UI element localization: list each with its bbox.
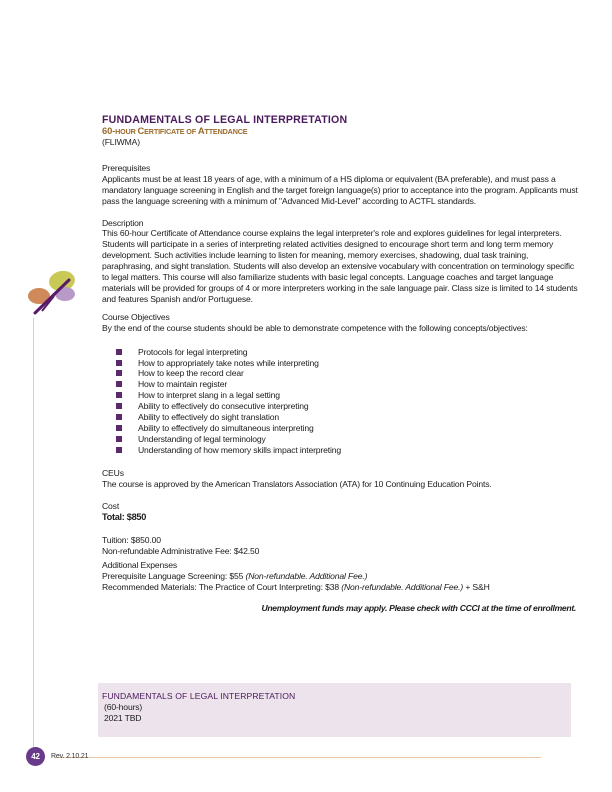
- materials-line: [102, 582, 580, 593]
- list-item: [102, 434, 580, 445]
- square-bullet-icon: [116, 370, 122, 376]
- prerequisites-heading: Prerequisites: [102, 162, 151, 173]
- objective-text: How to keep the record clear: [138, 368, 244, 379]
- square-bullet-icon: [116, 381, 122, 387]
- objectives-intro: By the end of the course students should be able to demonstrate competence with the following concepts/objectives:: [102, 322, 528, 333]
- course-subtitle: [102, 126, 580, 137]
- subtitle-part: C: [137, 125, 145, 136]
- cost-heading: Cost: [102, 501, 120, 512]
- list-item: [102, 401, 580, 412]
- objective-text: How to appropriately take notes while interpreting: [138, 357, 319, 368]
- course-title: FUNDAMENTALS OF LEGAL INTERPRETATION: [102, 114, 348, 126]
- description-text: This 60-hour Certificate of Attendance course explains the legal interpreter's role and explores guidelines for legal interpreters. Students will participate in a series of interpreting related activities designed to encourage short term and long term memory development. Such activities include learning to listen for meaning, memory exercises, shadowing, dual task training, paraphrasing, and sight translation. Students will also develop an extensive vocabulary with concentration on terminology specific to legal matters. This course will also familiarize students with basic legal concepts. Language coaches and target language materials will be provided for groups of 4 or more interpreters working in the sale language pair. Class size is limited to 14 students and features Spanish and/or Portuguese.: [102, 228, 578, 304]
- cost-total: Total: $850: [102, 512, 147, 523]
- objectives-heading: Course Objectives: [102, 311, 170, 322]
- bottom-rule: [55, 757, 541, 758]
- left-rule: [33, 318, 34, 754]
- revision-label: Rev. 2.10.21: [51, 753, 89, 760]
- list-item: [102, 347, 580, 358]
- list-item: [102, 368, 580, 379]
- prerequisites-text: Applicants must be at least 18 years of age, with a minimum of a HS diploma or equivalent (BA preferable), and must pass a mandatory language screening in English and the target foreign language(s) prior to acceptance into the program. Applicants must pass the language screening with a minimum of "Advanced Mid-Level" according to ACTFL standards.: [102, 173, 578, 206]
- additional-expenses-heading: Additional Expenses: [102, 560, 178, 571]
- unemployment-note: Unemployment funds may apply. Please check with CCCI at the time of enrollment.: [261, 602, 576, 613]
- objective-text: Ability to effectively do simultaneous interpreting: [138, 422, 314, 433]
- square-bullet-icon: [116, 436, 122, 442]
- butterfly-logo-icon: [22, 266, 82, 318]
- subtitle-part: ERTIFICATE OF: [144, 127, 198, 136]
- objective-text: Ability to effectively do sight translation: [138, 412, 279, 423]
- square-bullet-icon: [116, 425, 122, 431]
- square-bullet-icon: [116, 414, 122, 420]
- objectives-list: [102, 347, 580, 456]
- square-bullet-icon: [116, 447, 122, 453]
- list-item: [102, 358, 580, 369]
- objective-text: Protocols for legal interpreting: [138, 346, 248, 357]
- list-item: [102, 423, 580, 434]
- materials-note: (Non-refundable. Additional Fee.): [341, 581, 464, 592]
- schedule-hours: (60-hours): [104, 701, 143, 712]
- square-bullet-icon: [116, 392, 122, 398]
- subtitle-part: TTENDANCE: [204, 127, 248, 136]
- ceus-text: The course is approved by the American Translators Association (ATA) for 10 Continuing Education Points.: [102, 478, 492, 489]
- list-item: [102, 390, 580, 401]
- page-number-badge: 42: [26, 747, 45, 766]
- subtitle-part: A: [197, 125, 205, 136]
- list-item: [102, 412, 580, 423]
- list-item: [102, 379, 580, 390]
- tuition-line: Tuition: $850.00: [102, 535, 161, 546]
- subtitle-part: HOUR: [115, 127, 138, 136]
- schedule-title: FUNDAMENTALS OF LEGAL INTERPRETATION: [102, 691, 296, 701]
- description-heading: Description: [102, 217, 144, 228]
- objective-text: Ability to effectively do consecutive interpreting: [138, 401, 309, 412]
- materials-text: Recommended Materials: The Practice of Court Interpreting: $38: [102, 581, 342, 592]
- course-code: (FLIWMA): [102, 137, 140, 147]
- materials-suffix: + S&H: [463, 581, 490, 592]
- objective-text: Understanding of how memory skills impact interpreting: [138, 444, 342, 455]
- square-bullet-icon: [116, 349, 122, 355]
- screening-text: Prerequisite Language Screening: $55: [102, 571, 246, 581]
- square-bullet-icon: [116, 403, 122, 409]
- schedule-box: [98, 683, 571, 737]
- list-item: [102, 445, 580, 456]
- course-content: [102, 114, 580, 614]
- schedule-date: 2021 TBD: [104, 712, 142, 723]
- objective-text: How to interpret slang in a legal setting: [138, 390, 280, 401]
- objective-text: How to maintain register: [138, 379, 228, 390]
- objective-text: Understanding of legal terminology: [138, 433, 266, 444]
- ceus-heading: CEUs: [102, 467, 124, 478]
- screening-line: [102, 571, 580, 582]
- admin-fee-line: Non-refundable Administrative Fee: $42.50: [102, 546, 260, 557]
- screening-note: (Non-refundable. Additional Fee.): [245, 571, 368, 581]
- square-bullet-icon: [116, 360, 122, 366]
- subtitle-part: 60-: [102, 125, 116, 136]
